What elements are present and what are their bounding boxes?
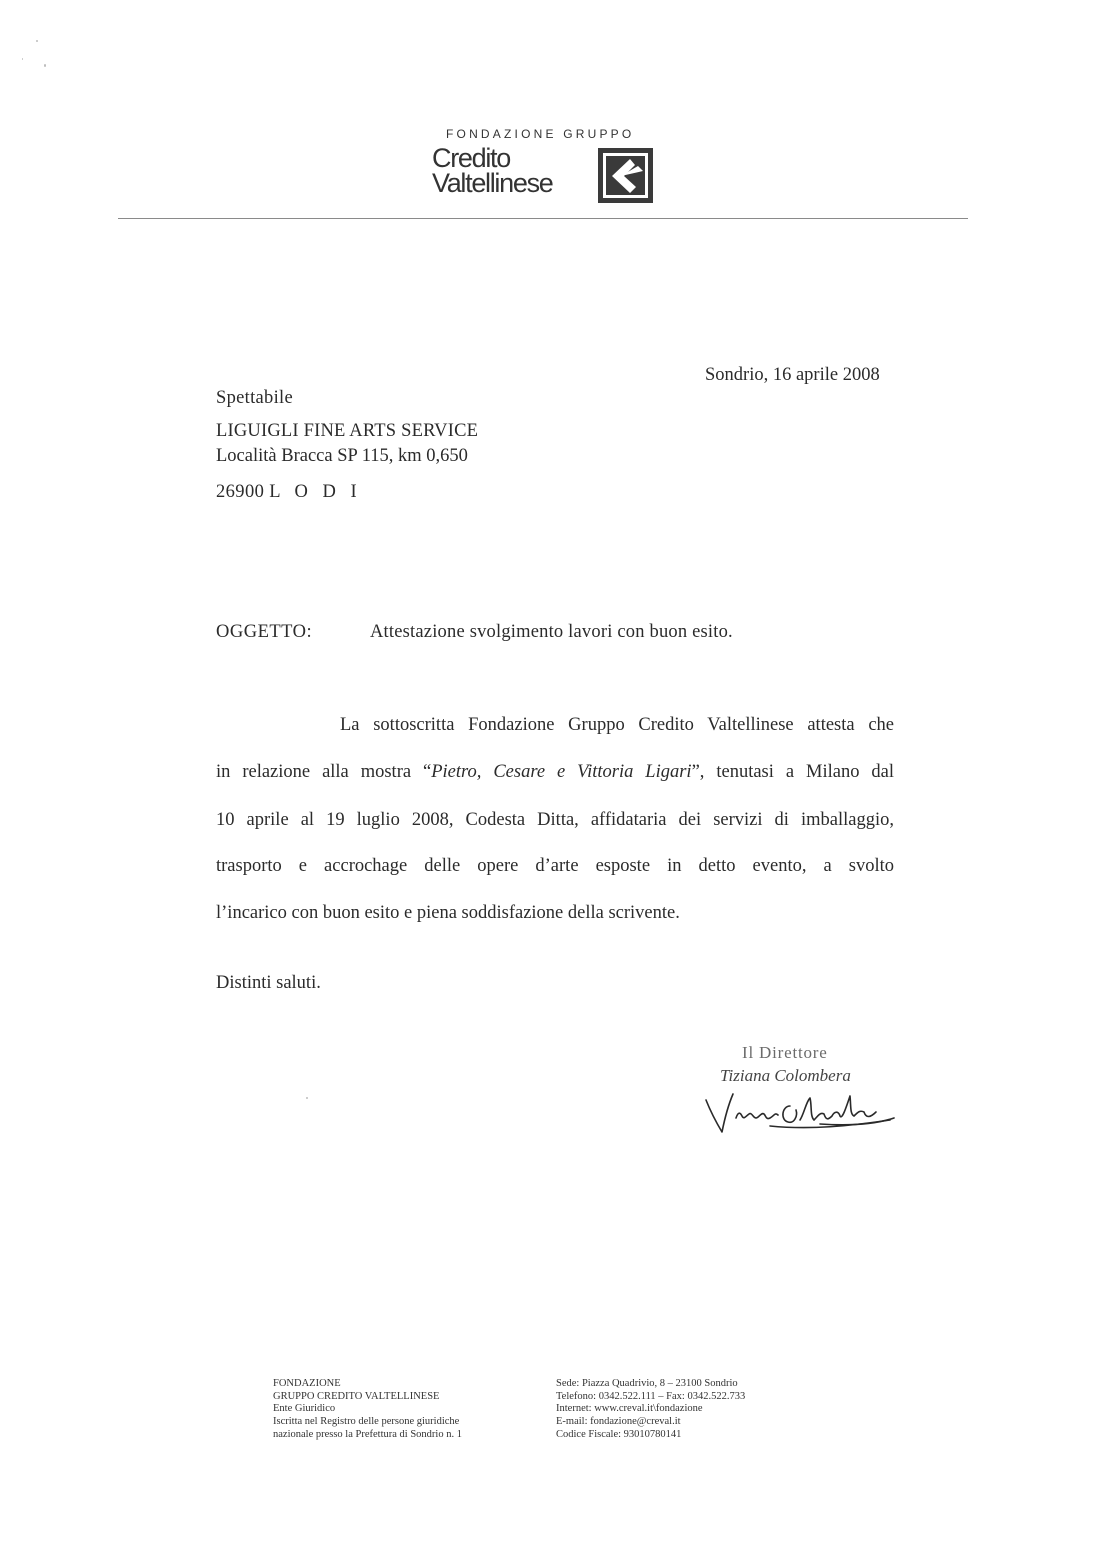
brand-name (432, 143, 553, 198)
recipient-postcode: 26900 (216, 482, 265, 502)
recipient-street: Località Bracca SP 115, km 0,650 (216, 446, 468, 466)
salutation: Spettabile (216, 388, 293, 408)
scan-speck (36, 40, 38, 42)
footer-right-line: E-mail: fondazione@creval.it (556, 1416, 681, 1428)
scan-speck (306, 1097, 308, 1099)
handwritten-signature (700, 1086, 900, 1142)
signer-name: Tiziana Colombera (720, 1066, 851, 1085)
foundation-label: FONDAZIONE GRUPPO (446, 127, 635, 141)
footer-left-line: Ente Giuridico (273, 1403, 336, 1415)
footer-right-line: Sede: Piazza Quadrivio, 8 – 23100 Sondrio (556, 1378, 738, 1389)
scan-speck (22, 58, 23, 60)
signer-title: Il Direttore (742, 1043, 828, 1062)
body-line-5: l’incarico con buon esito e piena soddisfazione della scrivente. (216, 903, 680, 923)
footer-right-line: Internet: www.creval.it\fondazione (556, 1403, 703, 1415)
subject-label: OGGETTO: (216, 622, 313, 642)
credito-valtellinese-logo-icon (597, 147, 654, 204)
body-line-2-pre: in relazione alla mostra “ (216, 762, 432, 782)
recipient-city-line (216, 482, 362, 503)
footer-left-line: FONDAZIONE (273, 1378, 341, 1389)
body-line-1: La sottoscritta Fondazione Gruppo Credito Valtellinese attesta che (340, 715, 894, 735)
footer-right-line: Codice Fiscale: 93010780141 (556, 1428, 682, 1440)
footer-left-line: GRUPPO CREDITO VALTELLINESE (273, 1390, 440, 1402)
recipient-name: LIGUIGLI FINE ARTS SERVICE (216, 421, 479, 441)
footer-legal-info (273, 1378, 462, 1442)
recipient-city: L O D I (269, 482, 362, 502)
scan-speck (44, 64, 46, 67)
brand-line-1: Credito (432, 143, 510, 173)
closing: Distinti saluti. (216, 973, 321, 993)
exhibition-title: Pietro, Cesare e Vittoria Ligari (431, 762, 692, 782)
body-line-3: 10 aprile al 19 luglio 2008, Codesta Ditta, affidataria dei servizi di imballaggio, (216, 810, 894, 830)
footer-contact-info (556, 1378, 745, 1442)
body-line-2 (216, 762, 894, 783)
footer-left-line: nazionale presso la Prefettura di Sondrio n. 1 (273, 1428, 462, 1440)
body-line-4: trasporto e accrochage delle opere d’arte esposte in detto evento, a svolto (216, 856, 894, 876)
brand-line-2: Valtellinese (432, 168, 553, 198)
subject-text: Attestazione svolgimento lavori con buon esito. (370, 622, 733, 642)
body-line-2-post: ”, tenutasi a Milano dal (691, 762, 894, 782)
letter-date: Sondrio, 16 aprile 2008 (705, 365, 880, 385)
header-divider (118, 218, 968, 219)
footer-left-line: Iscritta nel Registro delle persone giuridiche (273, 1416, 460, 1428)
footer-right-line: Telefono: 0342.522.111 – Fax: 0342.522.733 (556, 1390, 746, 1402)
